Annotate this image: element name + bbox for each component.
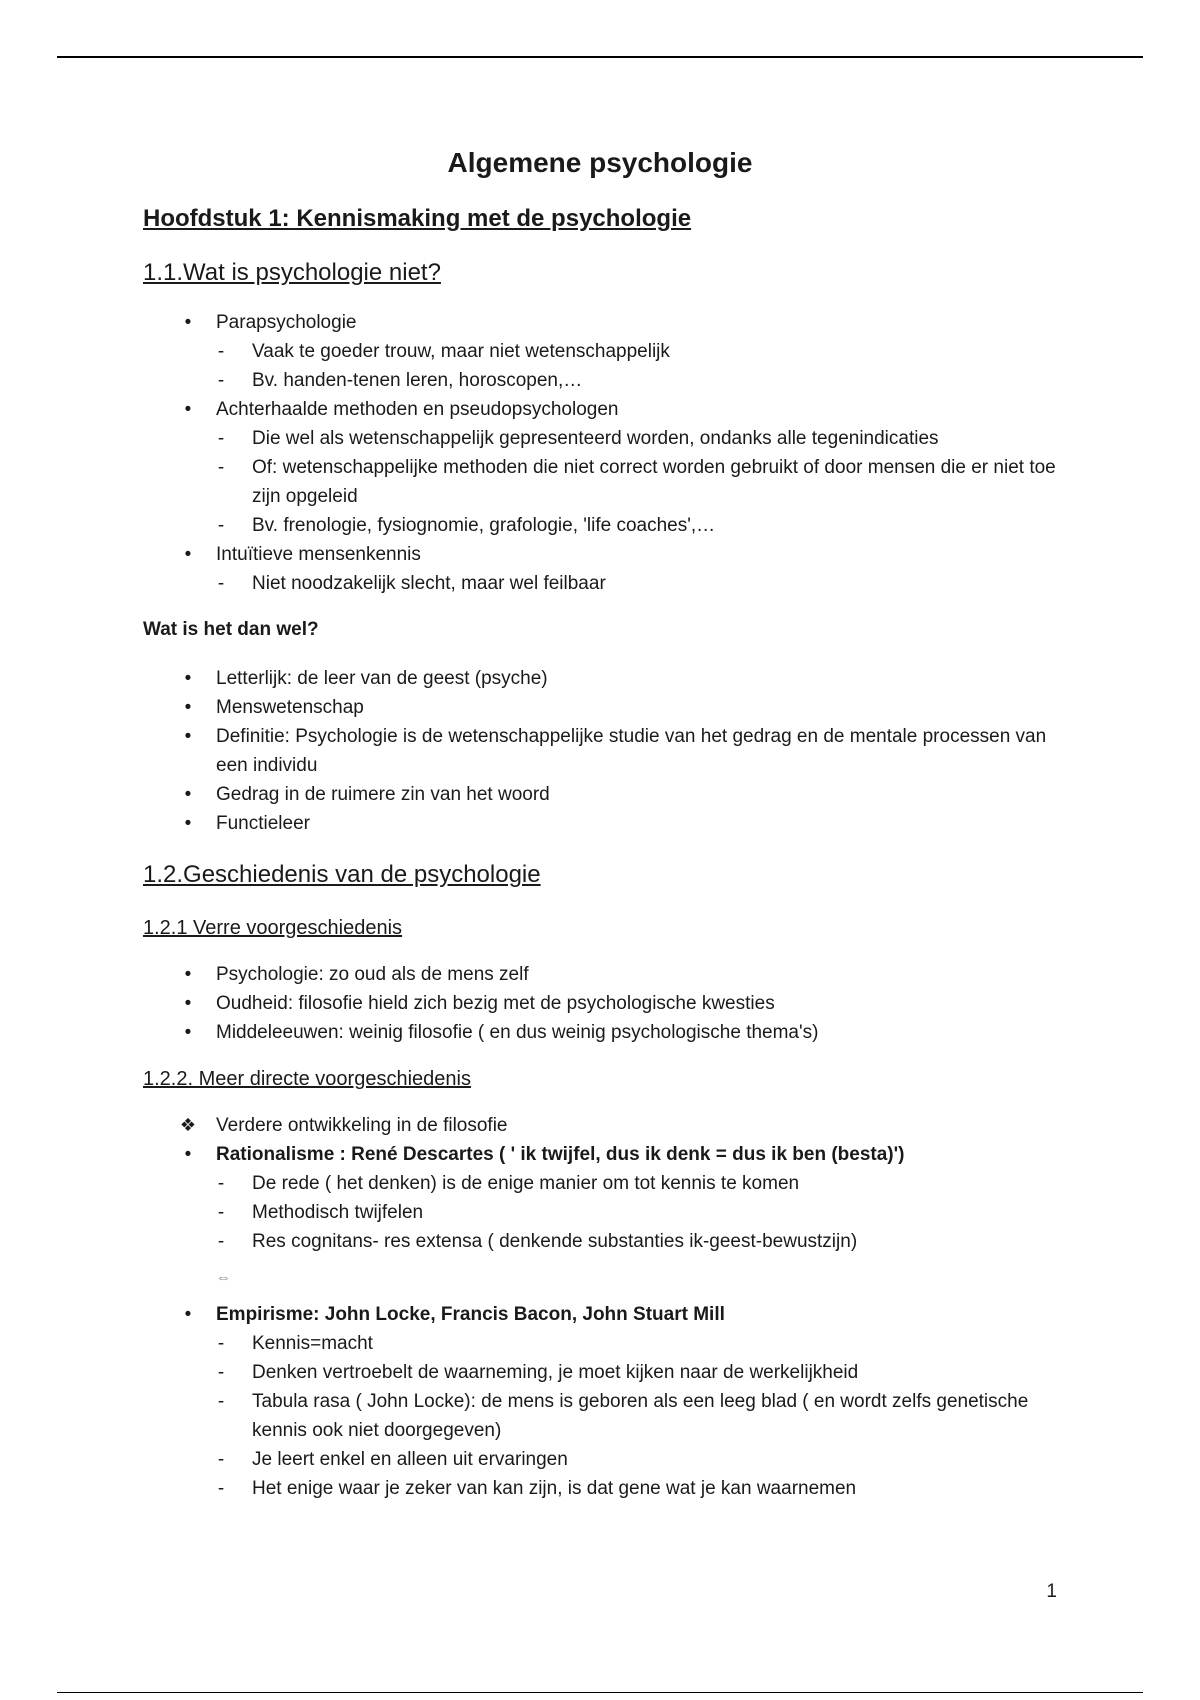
list-item: ❖ Verdere ontwikkeling in de filosofie — [0, 1111, 1200, 1140]
list-item: • Psychologie: zo oud als de mens zelf — [0, 960, 1200, 989]
subsection-heading-1-2-2: 1.2.2. Meer directe voorgeschiedenis — [143, 1068, 471, 1090]
sub-list-item: - Je leert enkel en alleen uit ervaringen — [0, 1445, 1200, 1474]
list-item-empirisme: • Empirisme: John Locke, Francis Bacon, John Stuart Mill — [0, 1300, 1200, 1329]
list-item: • Oudheid: filosofie hield zich bezig met de psychologische kwesties — [0, 989, 1200, 1018]
list-item: • Achterhaalde methoden en pseudopsychologen — [0, 395, 1200, 424]
document-title: Algemene psychologie — [447, 147, 753, 178]
section-1-1-list — [0, 308, 1200, 598]
list-item: • Parapsychologie — [0, 308, 1200, 337]
subsection-heading-1-2-1: 1.2.1 Verre voorgeschiedenis — [143, 917, 403, 939]
dash-marker: - — [217, 573, 225, 594]
bullet-marker: • — [184, 726, 192, 747]
dash-marker: - — [217, 1333, 225, 1354]
dash-marker: - — [217, 1231, 225, 1252]
bullet-marker: • — [184, 1144, 192, 1165]
double-arrow-icon: ⇔ — [216, 1269, 231, 1286]
bullet-marker: • — [184, 813, 192, 834]
bullet-marker: • — [184, 1022, 192, 1043]
section-1-2-1-list — [0, 960, 1200, 1047]
footer-rule — [57, 1692, 1143, 1693]
sub-list-item: - Tabula rasa ( John Locke): de mens is geboren als een leeg blad ( en wordt zelfs genetische kennis ook niet doorgegeven) — [0, 1387, 1200, 1445]
sub-list-item: - Denken vertroebelt de waarneming, je moet kijken naar de werkelijkheid — [0, 1358, 1200, 1387]
list-item: • Intuïtieve mensenkennis — [0, 540, 1200, 569]
dash-marker: - — [217, 1478, 225, 1499]
sub-list-item: - Bv. frenologie, fysiognomie, grafologie, 'life coaches',… — [0, 511, 1200, 540]
sub-list-item: - Vaak te goeder trouw, maar niet wetenschappelijk — [0, 337, 1200, 366]
bullet-marker: • — [184, 784, 192, 805]
dash-marker: - — [217, 1202, 225, 1223]
list-item: • Letterlijk: de leer van de geest (psyche) — [0, 664, 1200, 693]
dash-marker: - — [217, 370, 225, 391]
dash-marker: - — [217, 1449, 225, 1470]
dash-marker: - — [217, 1173, 225, 1194]
bullet-marker: • — [184, 697, 192, 718]
list-item: • Menswetenschap — [0, 693, 1200, 722]
header-rule — [57, 56, 1143, 58]
bullet-marker: • — [184, 312, 192, 333]
bullet-marker: • — [184, 1304, 192, 1325]
dash-marker: - — [217, 341, 225, 362]
list-item: • Gedrag in de ruimere zin van het woord — [0, 780, 1200, 809]
sub-list-item: - De rede ( het denken) is de enige manier om tot kennis te komen — [0, 1169, 1200, 1198]
subheading-wat-wel: Wat is het dan wel? — [143, 619, 319, 640]
dash-marker: - — [217, 515, 225, 536]
chapter-heading: Hoofdstuk 1: Kennismaking met de psychologie — [143, 205, 692, 232]
wat-wel-list — [0, 664, 1200, 838]
contrast-arrow-row — [0, 1256, 1200, 1300]
sub-list-item: - Kennis=macht — [0, 1329, 1200, 1358]
list-item-rationalisme: • Rationalisme : René Descartes ( ' ik twijfel, dus ik denk = dus ik ben (besta)') — [0, 1140, 1200, 1169]
sub-list-item: - Res cognitans- res extensa ( denkende substanties ik-geest-bewustzijn) — [0, 1227, 1200, 1256]
sub-list-item: - Niet noodzakelijk slecht, maar wel feilbaar — [0, 569, 1200, 598]
sub-list-item: - Het enige waar je zeker van kan zijn, is dat gene wat je kan waarnemen — [0, 1474, 1200, 1503]
section-heading-1-1: 1.1.Wat is psychologie niet? — [143, 259, 441, 286]
sub-list-item: - Bv. handen-tenen leren, horoscopen,… — [0, 366, 1200, 395]
diamond-bullet-icon: ❖ — [179, 1115, 197, 1135]
bullet-marker: • — [184, 399, 192, 420]
sub-list-item: - Of: wetenschappelijke methoden die niet correct worden gebruikt of door mensen die er niet toe zijn opgeleid — [0, 453, 1200, 511]
dash-marker: - — [217, 457, 225, 478]
section-1-2-2-list — [0, 1111, 1200, 1503]
dash-marker: - — [217, 1391, 225, 1412]
list-item: • Functieleer — [0, 809, 1200, 838]
bullet-marker: • — [184, 964, 192, 985]
section-heading-1-2: 1.2.Geschiedenis van de psychologie — [143, 861, 541, 888]
list-item: • Middeleeuwen: weinig filosofie ( en dus weinig psychologische thema's) — [0, 1018, 1200, 1047]
bullet-marker: • — [184, 993, 192, 1014]
dash-marker: - — [217, 1362, 225, 1383]
bullet-marker: • — [184, 668, 192, 689]
bullet-marker: • — [184, 544, 192, 565]
sub-list-item: - Die wel als wetenschappelijk gepresenteerd worden, ondanks alle tegenindicaties — [0, 424, 1200, 453]
list-item: • Definitie: Psychologie is de wetenschappelijke studie van het gedrag en de mentale processen van een individu — [0, 722, 1200, 780]
dash-marker: - — [217, 428, 225, 449]
page-number: 1 — [1046, 1581, 1057, 1602]
sub-list-item: - Methodisch twijfelen — [0, 1198, 1200, 1227]
